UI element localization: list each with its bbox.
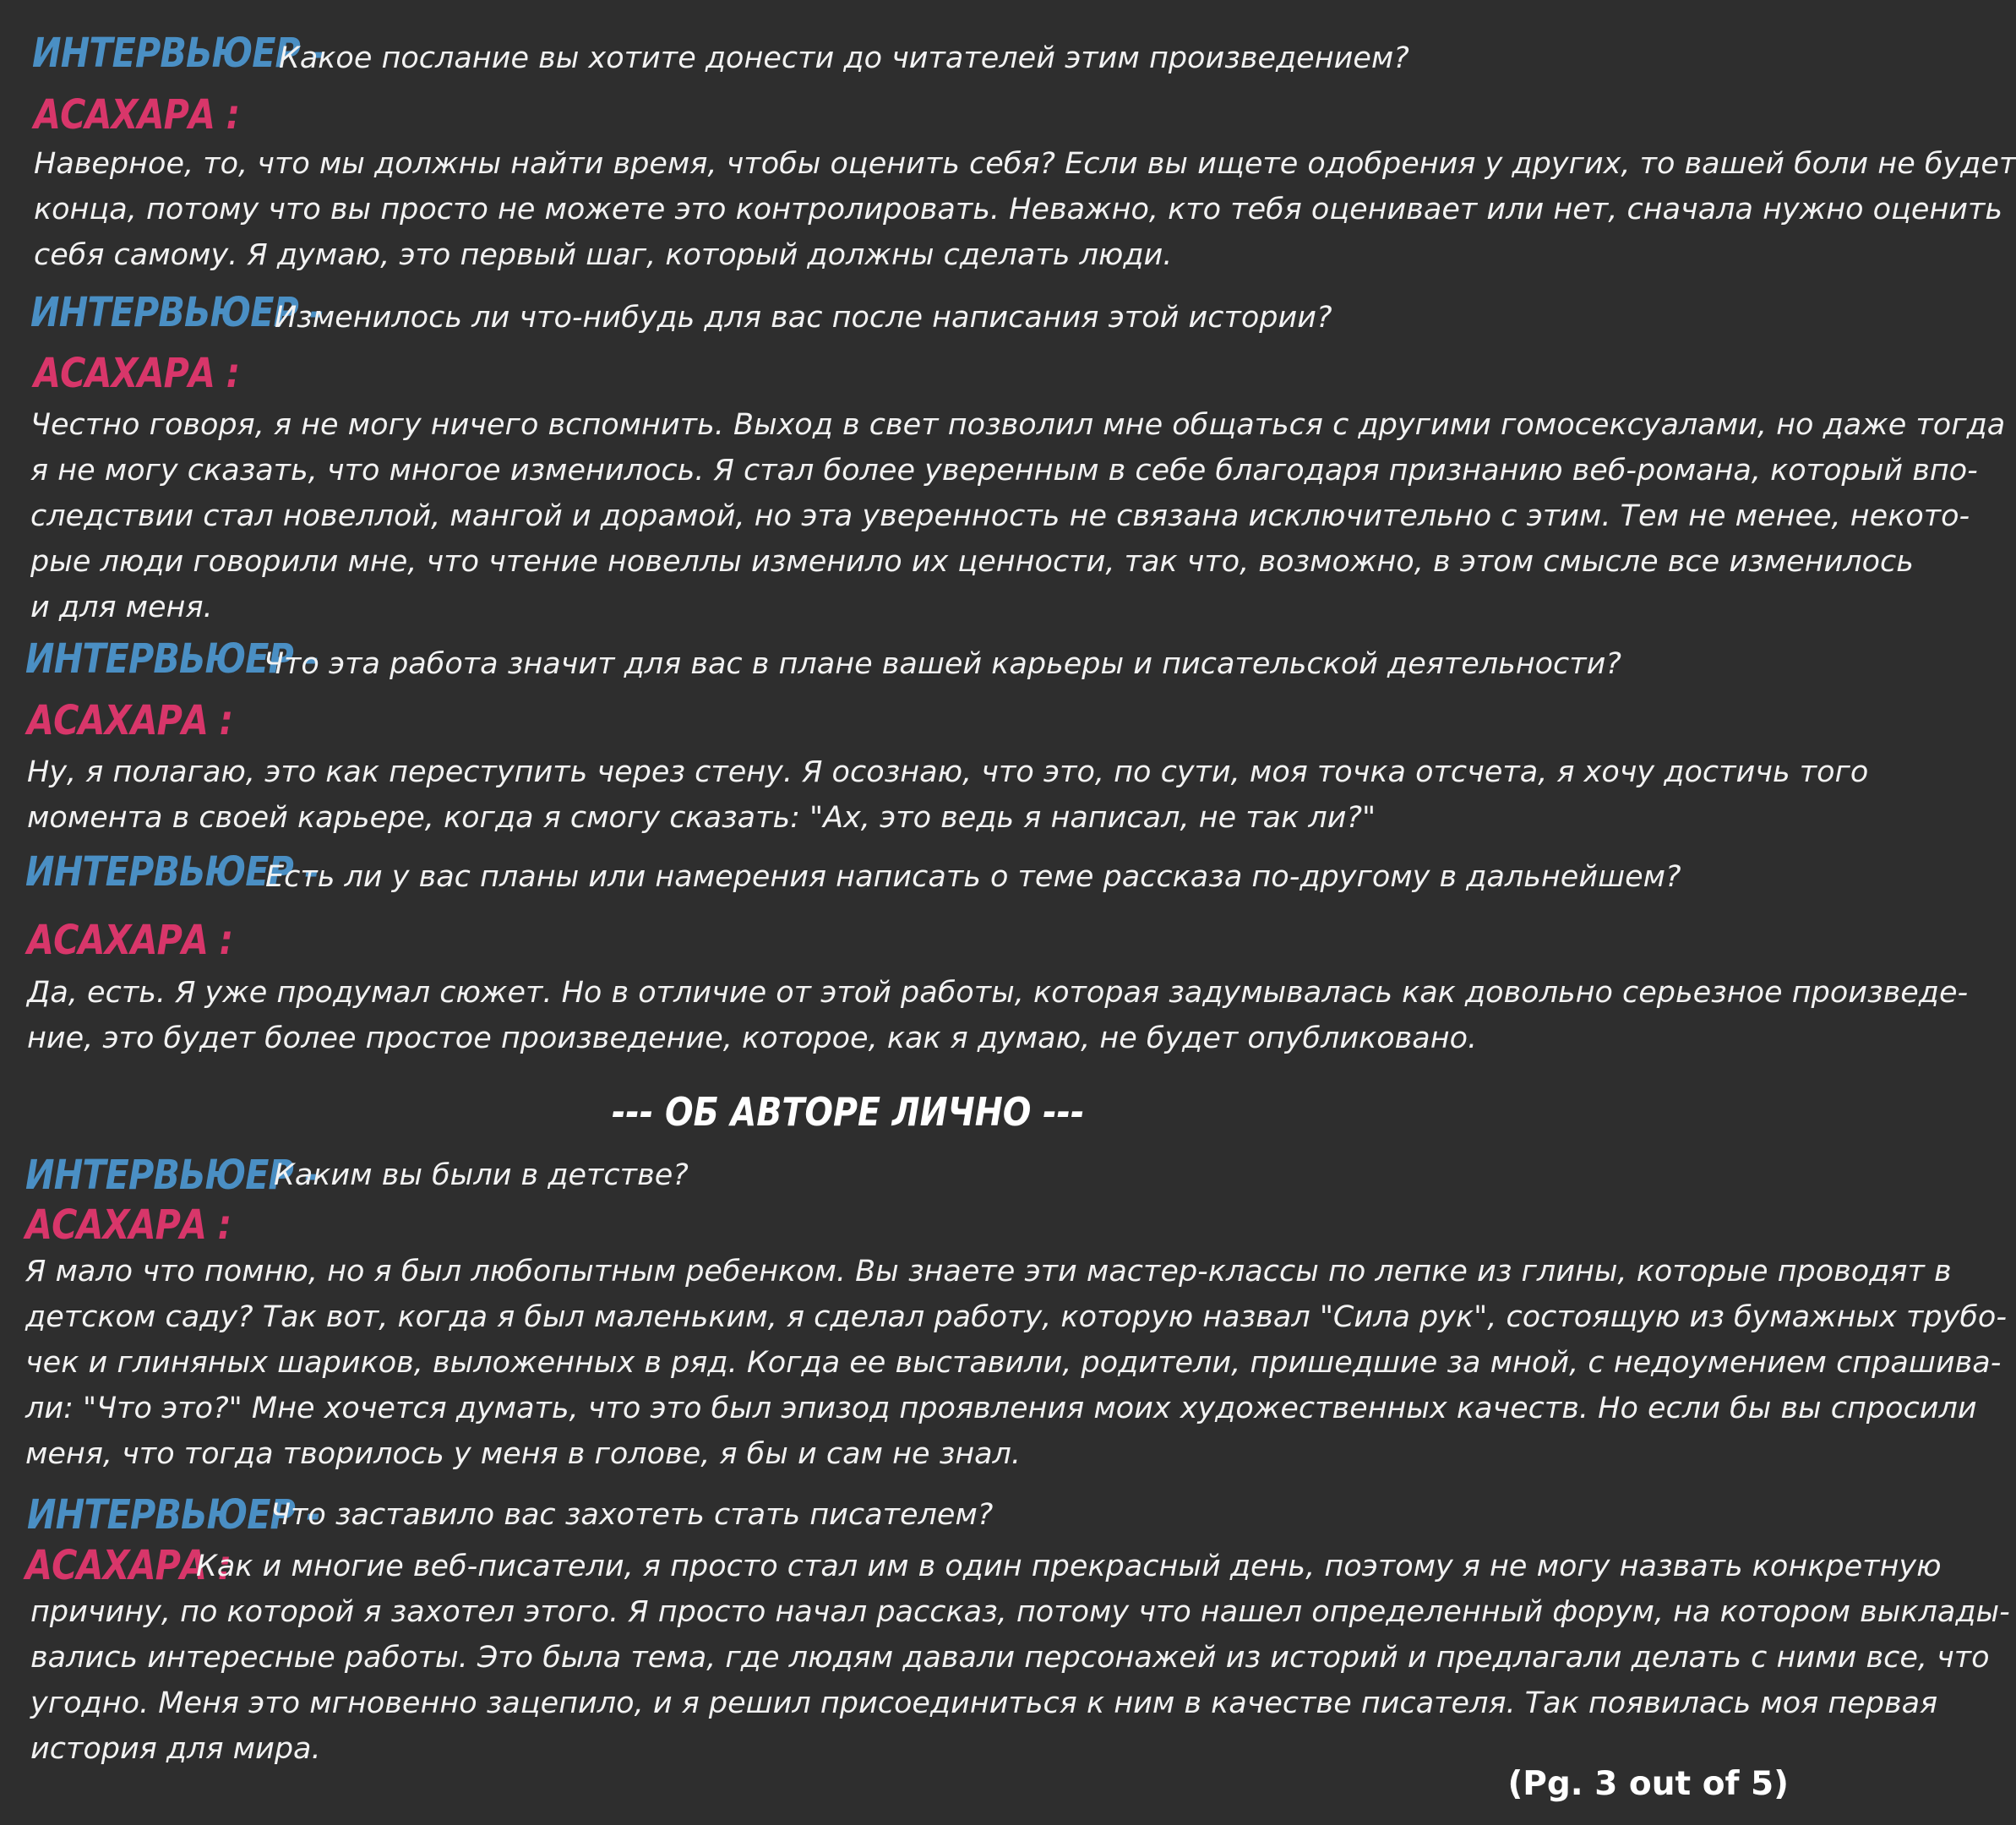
- interviewer-question: Какое послание вы хотите донести до читателей этим произведением?: [279, 41, 1409, 75]
- answer-line: Ну, я полагаю, это как переступить через стену. Я осознаю, что это, по сути, моя точка отсчета, я хочу достичь того: [27, 755, 1869, 789]
- answer-line: меня, что тогда творилось у меня в голове, я бы и сам не знал.: [25, 1437, 1022, 1471]
- asahara-label: АСАХАРА :: [34, 91, 240, 139]
- answer-line: вались интересные работы. Это была тема, где людям давали персонажей из историй и предлагали делать с ними все, что: [30, 1641, 1990, 1675]
- interviewer-question: Изменилось ли что-нибудь для вас после написания этой истории?: [275, 301, 1332, 335]
- answer-line: Честно говоря, я не могу ничего вспомнить. Выход в свет позволил мне общаться с другими гомосексуалами, но даже тогда: [30, 408, 2006, 442]
- answer-line: Я мало что помню, но я был любопытным ребенком. Вы знаете эти мастер-классы по лепке из глины, которые проводят в: [25, 1255, 1952, 1288]
- asahara-label: АСАХАРА :: [25, 1542, 232, 1589]
- answer-line: история для мира.: [30, 1732, 321, 1766]
- interviewer-label: ИНТЕРВЬЮЕР -: [32, 30, 325, 77]
- answer-line: рые люди говорили мне, что чтение новеллы изменило их ценности, так что, возможно, в этом смысле все изменилось: [30, 545, 1914, 579]
- answer-line: я не могу сказать, что многое изменилось. Я стал более уверенным в себе благодаря признанию веб-романа, который впо-: [30, 454, 1978, 488]
- section-heading: --- ОБ АВТОРЕ ЛИЧНО ---: [612, 1089, 1085, 1135]
- answer-line: детском саду? Так вот, когда я был маленьким, я сделал работу, которую назвал "Сила рук", состоящую из бумажных трубо-: [25, 1300, 2007, 1334]
- interviewer-question: Есть ли у вас планы или намерения написать о теме рассказа по-другому в дальнейшем?: [265, 860, 1681, 894]
- interviewer-question: Что заставило вас захотеть стать писателем?: [270, 1498, 994, 1532]
- interviewer-label: ИНТЕРВЬЮЕР -: [25, 635, 319, 683]
- answer-line: Наверное, то, что мы должны найти время, чтобы оценить себя? Если вы ищете одобрения у других, то вашей боли не будет: [34, 147, 2016, 181]
- answer-line: момента в своей карьере, когда я смогу сказать: "Ах, это ведь я написал, не так ли?": [27, 801, 1376, 835]
- asahara-label: АСАХАРА :: [27, 697, 233, 744]
- answer-line: чек и глиняных шариков, выложенных в ряд. Когда ее выставили, родители, пришедшие за мной, с недоумением спрашива-: [25, 1346, 2002, 1380]
- interviewer-label: ИНТЕРВЬЮЕР -: [30, 289, 324, 336]
- answer-line: и для меня.: [30, 591, 213, 624]
- interviewer-label: ИНТЕРВЬЮЕР -: [27, 1491, 320, 1539]
- answer-line: Да, есть. Я уже продумал сюжет. Но в отличие от этой работы, которая задумывалась как довольно серьезное произведе-: [27, 976, 1969, 1010]
- answer-line: причину, по которой я захотел этого. Я просто начал рассказ, потому что нашел определенный форум, на котором выклады-: [30, 1595, 2010, 1629]
- interviewer-label: ИНТЕРВЬЮЕР -: [25, 848, 319, 896]
- interviewer-question: Что эта работа значит для вас в плане вашей карьеры и писательской деятельности?: [264, 647, 1621, 681]
- answer-line: себя самому. Я думаю, это первый шаг, который должны сделать люди.: [34, 238, 1173, 272]
- answer-line: ли: "Что это?" Мне хочется думать, что это был эпизод проявления моих художественных качеств. Но если бы вы спросили: [25, 1392, 1977, 1425]
- asahara-label: АСАХАРА :: [27, 917, 233, 964]
- page-indicator: (Pg. 3 out of 5): [1507, 1765, 1789, 1803]
- answer-line: ние, это будет более простое произведение, которое, как я думаю, не будет опубликовано.: [27, 1021, 1478, 1055]
- answer-line: угодно. Меня это мгновенно зацепило, и я решил присоединиться к ним в качестве писателя. Так появилась моя первая: [30, 1686, 1938, 1720]
- answer-line: следствии стал новеллой, мангой и дорамой, но эта уверенность не связана исключительно с этим. Тем не менее, некото-: [30, 499, 1970, 533]
- answer-line: Как и многие веб-писатели, я просто стал им в один прекрасный день, поэтому я не могу назвать конкретную: [196, 1550, 1942, 1583]
- asahara-label: АСАХАРА :: [34, 350, 240, 397]
- interviewer-question: Каким вы были в детстве?: [274, 1158, 689, 1192]
- interviewer-label: ИНТЕРВЬЮЕР -: [25, 1152, 319, 1199]
- answer-line: конца, потому что вы просто не можете это контролировать. Неважно, кто тебя оценивает или нет, сначала нужно оценить: [34, 193, 2003, 226]
- asahara-label: АСАХАРА :: [25, 1201, 232, 1249]
